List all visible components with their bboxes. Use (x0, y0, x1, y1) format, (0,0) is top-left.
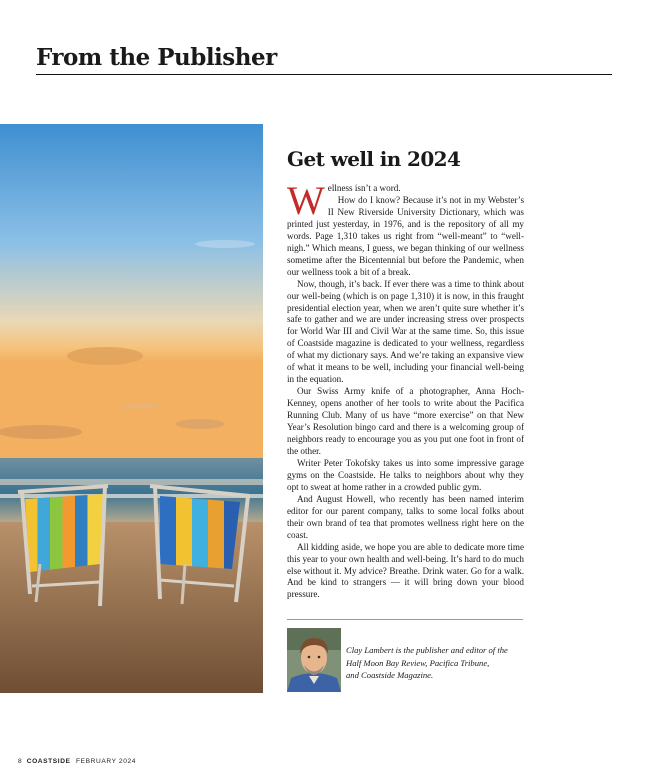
drop-cap: W (287, 178, 325, 223)
article-paragraph-4: Our Swiss Army knife of a photographer, Anna Hoch-Kenney, opens another of her tools to write about the Pacifica Running Club. Many of us have “more exercise” on that New Year’s Resolution bingo card and there is a welcoming group of neighbors ready to encourage you as you put one foot in front of the other. (287, 386, 524, 456)
author-photo (287, 628, 341, 692)
paragraph-text: ellness isn’t a word. (327, 183, 401, 193)
article-paragraph-6: And August Howell, who recently has been named interim editor for our parent company, talks to some local folks about their own brand of tea that promotes wellness right here on the coast. (287, 493, 524, 540)
article-paragraph-7: All kidding aside, we hope you are able to dedicate more time this year to your own health and well-being. It’s hard to do much else without it. My advice? Breathe. Drink water. Go for a walk. And be kind to strangers — it will bring down your blood pressure. (287, 541, 524, 600)
author-bio (346, 644, 526, 682)
magazine-brand: COASTSIDE (26, 758, 71, 765)
author-bio-line-2: Half Moon Bay Review, Pacifica Tribune, (346, 657, 490, 668)
beach-chairs-photo (0, 124, 263, 693)
author-bio-line-1: Clay Lambert is the publisher and editor of the (346, 645, 508, 655)
section-title: From the Publisher (36, 44, 612, 75)
article-headline: Get well in 2024 (287, 147, 461, 171)
article-paragraph-1 (287, 178, 524, 223)
article-paragraph-2: How do I know? Because it’s not in my Webster’s II New Riverside University Dictionary, which was printed just yesterday, in 1976, and is the repository of all my words. Page 1,310 takes us right from “well-meant” to “well-nigh.” Which means, I guess, we began thinking of our wellness sometime after the Bicentennial but before the Pandemic, when our wellness took a bit of a break. (287, 194, 524, 277)
article-paragraph-3: Now, though, it’s back. If ever there was a time to think about our well-being (which is on page 1,310) it is now, in this fraught presidential election year, when we aren’t quite sure whether it’s safe to gather and we are under increasing stress over prospects for World War III and Civil War at the same time. So, this issue of Coastside magazine is dedicated to your wellness, regardless of what my dictionary says. And we’re taking an expansive view of what it means to be well, including your financial well-being in the equation. (287, 278, 524, 385)
author-bio-line-3: and Coastside Magazine. (346, 670, 434, 680)
page-number: 8 (18, 758, 23, 765)
bio-divider (287, 619, 523, 620)
article-paragraph-5: Writer Peter Tokofsky takes us into some impressive garage gyms on the Coastside. He talks to neighbors about why they opt to sweat at home rather in a crowded public gym. (287, 457, 524, 492)
article-body (287, 178, 524, 601)
issue-date: FEBRUARY 2024 (76, 758, 136, 765)
page-folio (18, 758, 136, 765)
